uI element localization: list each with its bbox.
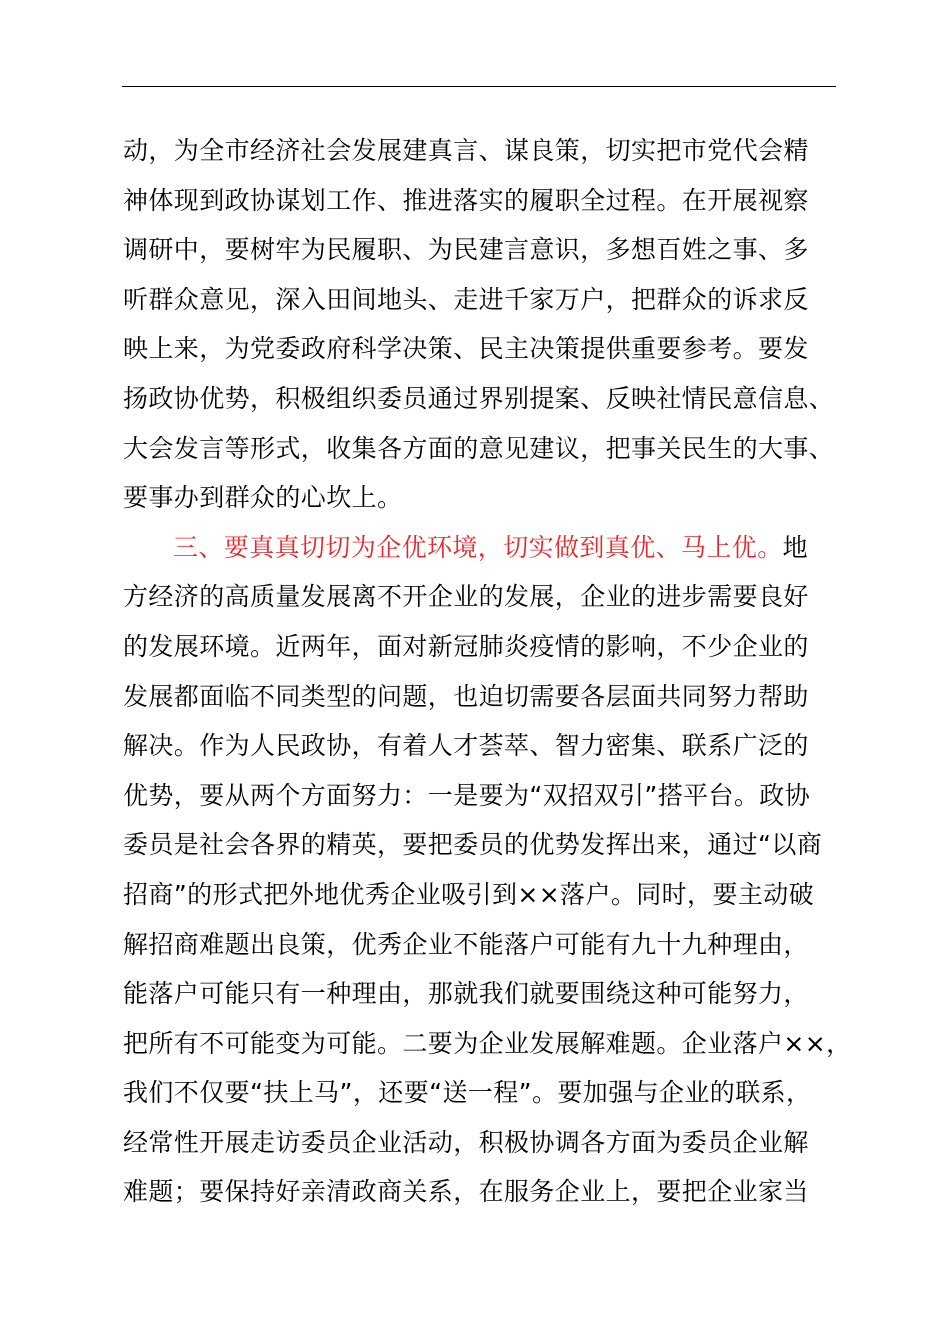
section-3-first-line-rest: 地 bbox=[782, 532, 809, 562]
section-3-heading: 三、要真真切切为企优环境，切实做到真优、马上优。 bbox=[173, 532, 783, 562]
text-line: 招商”的形式把外地优秀企业吸引到××落户。同时，要主动破 bbox=[123, 879, 815, 909]
text-line: 优势，要从两个方面努力：一是要为“双招双引”搭平台。政协 bbox=[123, 780, 811, 810]
text-line: 要事办到群众的心坎上。 bbox=[123, 483, 403, 513]
section-3-first-line bbox=[123, 523, 843, 573]
text-line: 的发展环境。近两年，面对新冠肺炎疫情的影响，不少企业的 bbox=[123, 631, 809, 661]
text-line: 神体现到政协谋划工作、推进落实的履职全过程。在开展视察 bbox=[123, 185, 809, 215]
text-line: 方经济的高质量发展离不开企业的发展，企业的进步需要良好 bbox=[123, 582, 809, 612]
text-line: 能落户可能只有一种理由，那就我们就要围绕这种可能努力， bbox=[123, 979, 809, 1009]
text-line: 经常性开展走访委员企业活动，积极协调各方面为委员企业解 bbox=[123, 1127, 809, 1157]
text-line: 解招商难题出良策，优秀企业不能落户可能有九十九种理由， bbox=[123, 929, 809, 959]
text-line: 委员是社会各界的精英，要把委员的优势发挥出来，通过“以商 bbox=[123, 830, 823, 860]
text-line: 解决。作为人民政协，有着人才荟萃、智力密集、联系广泛的 bbox=[123, 731, 809, 761]
text-line: 听群众意见，深入田间地头、走进千家万户，把群众的诉求反 bbox=[123, 284, 809, 314]
text-line: 发展都面临不同类型的问题，也迫切需要各层面共同努力帮助 bbox=[123, 681, 809, 711]
text-line: 难题；要保持好亲清政商关系，在服务企业上，要把企业家当 bbox=[123, 1177, 809, 1207]
text-line: 动，为全市经济社会发展建真言、谋良策，切实把市党代会精 bbox=[123, 136, 809, 165]
text-line: 映上来，为党委政府科学决策、民主决策提供重要参考。要发 bbox=[123, 334, 809, 364]
text-line: 把所有不可能变为可能。二要为企业发展解难题。企业落户××， bbox=[123, 1028, 852, 1058]
text-line: 调研中，要树牢为民履职、为民建言意识，多想百姓之事、多 bbox=[123, 235, 809, 265]
body-text bbox=[123, 126, 852, 1217]
header-rule bbox=[122, 86, 836, 87]
text-line: 我们不仅要“扶上马”，还要“送一程”。要加强与企业的联系， bbox=[123, 1078, 812, 1108]
text-line: 大会发言等形式，收集各方面的意见建议，把事关民生的大事、 bbox=[123, 433, 835, 463]
text-line: 扬政协优势，积极组织委员通过界别提案、反映社情民意信息、 bbox=[123, 383, 835, 413]
